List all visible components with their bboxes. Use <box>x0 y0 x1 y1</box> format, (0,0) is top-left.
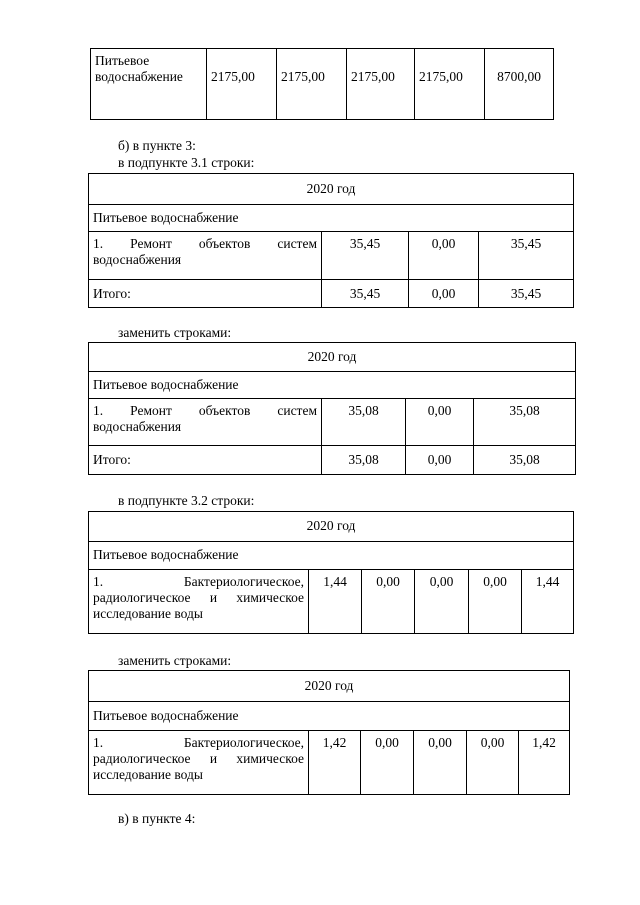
table-row <box>89 671 570 702</box>
value-cell <box>474 446 576 475</box>
value-cell <box>347 49 415 120</box>
item-cell <box>89 731 309 795</box>
value-cell <box>409 280 479 308</box>
value-text: 0,00 <box>428 735 452 750</box>
value-text: 2175,00 <box>281 69 325 84</box>
item-line: исследование воды <box>93 767 203 782</box>
table-3-2-new <box>88 670 570 795</box>
table-row <box>89 399 576 446</box>
year-header <box>89 512 574 542</box>
value-text: 0,00 <box>376 574 400 589</box>
value-cell <box>469 570 522 634</box>
table-3-2-old <box>88 511 574 634</box>
value-text: 35,08 <box>348 403 379 418</box>
table-row <box>89 343 576 372</box>
item-line: исследование воды <box>93 606 203 621</box>
value-text: 35,08 <box>509 452 540 467</box>
value-text: 1,42 <box>532 735 556 750</box>
table-row <box>89 205 574 232</box>
value-cell <box>485 49 554 120</box>
value-text: 0,00 <box>431 286 456 301</box>
value-cell <box>479 280 574 308</box>
replace-caption-2: заменить строками: <box>118 653 232 668</box>
paragraph-subpoint-3-2: в подпункте 3.2 строки: <box>118 493 255 508</box>
value-text: 0,00 <box>429 574 454 589</box>
table-3-1-old <box>88 173 574 308</box>
item-line: водоснабжения <box>93 252 182 267</box>
replace-caption-1: заменить строками: <box>118 325 232 340</box>
section-text: Питьевое водоснабжение <box>93 708 239 723</box>
value-text: 0,00 <box>427 452 452 467</box>
value-text: 35,08 <box>509 403 540 418</box>
table-row <box>89 542 574 570</box>
value-text: 35,45 <box>349 236 381 251</box>
value-cell <box>406 446 474 475</box>
table-row <box>89 232 574 280</box>
value-cell <box>322 446 406 475</box>
year-header <box>89 671 570 702</box>
item-line: 1. Бактериологическое, <box>93 574 304 589</box>
section-text: Питьевое водоснабжение <box>93 547 239 562</box>
item-cell <box>89 232 322 280</box>
table-row <box>89 702 570 731</box>
value-text: 8700,00 <box>497 69 541 84</box>
item-line: 1. Ремонт объектов систем <box>93 403 317 418</box>
paragraph-v: в) в пункте 4: <box>118 811 196 826</box>
value-text: 0,00 <box>480 735 505 750</box>
table-row <box>89 372 576 399</box>
value-cell <box>277 49 347 120</box>
year-text: 2020 год <box>306 181 356 196</box>
year-header <box>89 174 574 205</box>
total-label: Итого: <box>93 286 131 301</box>
value-text: 0,00 <box>427 403 452 418</box>
section-cell <box>89 702 570 731</box>
item-line: 1. Ремонт объектов систем <box>93 236 317 251</box>
value-cell <box>474 399 576 446</box>
item-line: радиологическое и химическое <box>93 590 304 605</box>
section-cell <box>89 205 574 232</box>
item-line: 1. Бактериологическое, <box>93 735 304 750</box>
table-row <box>89 512 574 542</box>
value-cell <box>362 570 415 634</box>
value-text: 1,44 <box>323 574 347 589</box>
value-text: 2175,00 <box>211 69 255 84</box>
value-cell <box>322 399 406 446</box>
value-text: 0,00 <box>483 574 507 589</box>
value-text: 0,00 <box>431 236 456 251</box>
value-cell <box>415 570 469 634</box>
value-cell <box>322 232 409 280</box>
value-text: 1,44 <box>535 574 560 589</box>
table-row <box>89 280 574 308</box>
value-text: 2175,00 <box>351 69 395 84</box>
value-cell <box>522 570 574 634</box>
value-text: 35,45 <box>510 236 542 251</box>
row-label-cell <box>91 49 207 120</box>
item-line: водоснабжения <box>93 419 182 434</box>
table-row <box>89 570 574 634</box>
item-cell <box>89 570 309 634</box>
value-cell <box>406 399 474 446</box>
value-cell <box>414 731 467 795</box>
total-label: Итого: <box>93 452 131 467</box>
table-3-1-new <box>88 342 576 475</box>
year-text: 2020 год <box>306 518 356 533</box>
paragraph-subpoint-3-1: в подпункте 3.1 строки: <box>118 155 255 170</box>
section-cell <box>89 372 576 399</box>
table-row <box>89 174 574 205</box>
item-cell <box>89 399 322 446</box>
value-text: 35,45 <box>349 286 381 301</box>
section-text: Питьевое водоснабжение <box>93 377 239 392</box>
section-text: Питьевое водоснабжение <box>93 210 239 225</box>
total-label-cell <box>89 280 322 308</box>
year-text: 2020 год <box>307 349 357 364</box>
value-text: 1,42 <box>322 735 347 750</box>
row-label: Питьевое водоснабжение <box>95 53 183 84</box>
value-cell <box>467 731 519 795</box>
item-line: радиологическое и химическое <box>93 751 304 766</box>
value-cell <box>322 280 409 308</box>
value-text: 0,00 <box>375 735 399 750</box>
table-row <box>89 731 570 795</box>
value-cell <box>415 49 485 120</box>
table-row <box>89 446 576 475</box>
paragraph-b: б) в пункте 3: <box>118 138 196 153</box>
top-table <box>90 48 554 120</box>
section-cell <box>89 542 574 570</box>
value-cell <box>519 731 570 795</box>
value-text: 35,08 <box>348 452 379 467</box>
value-cell <box>479 232 574 280</box>
value-cell <box>409 232 479 280</box>
value-text: 2175,00 <box>419 69 463 84</box>
table-row <box>91 49 554 120</box>
total-label-cell <box>89 446 322 475</box>
value-cell <box>309 570 362 634</box>
value-text: 35,45 <box>510 286 542 301</box>
year-header <box>89 343 576 372</box>
value-cell <box>309 731 361 795</box>
year-text: 2020 год <box>304 678 354 693</box>
value-cell <box>207 49 277 120</box>
value-cell <box>361 731 414 795</box>
